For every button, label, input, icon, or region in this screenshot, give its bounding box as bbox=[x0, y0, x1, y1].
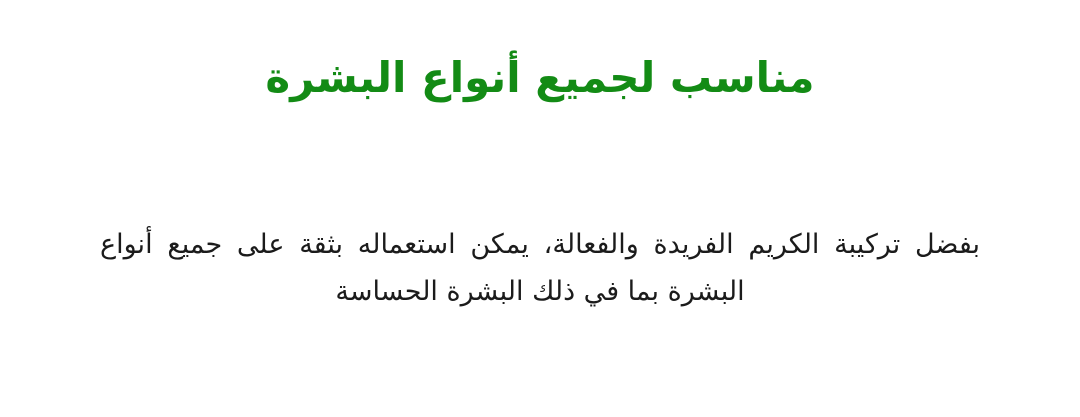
body-paragraph: بفضل تركيبة الكريم الفريدة والفعالة، يمكن استعماله بثقة على جميع أنواع البشرة بما في ذلك البشرة الحساسة bbox=[100, 228, 980, 307]
page-title: مناسب لجميع أنواع البشرة bbox=[265, 53, 815, 102]
